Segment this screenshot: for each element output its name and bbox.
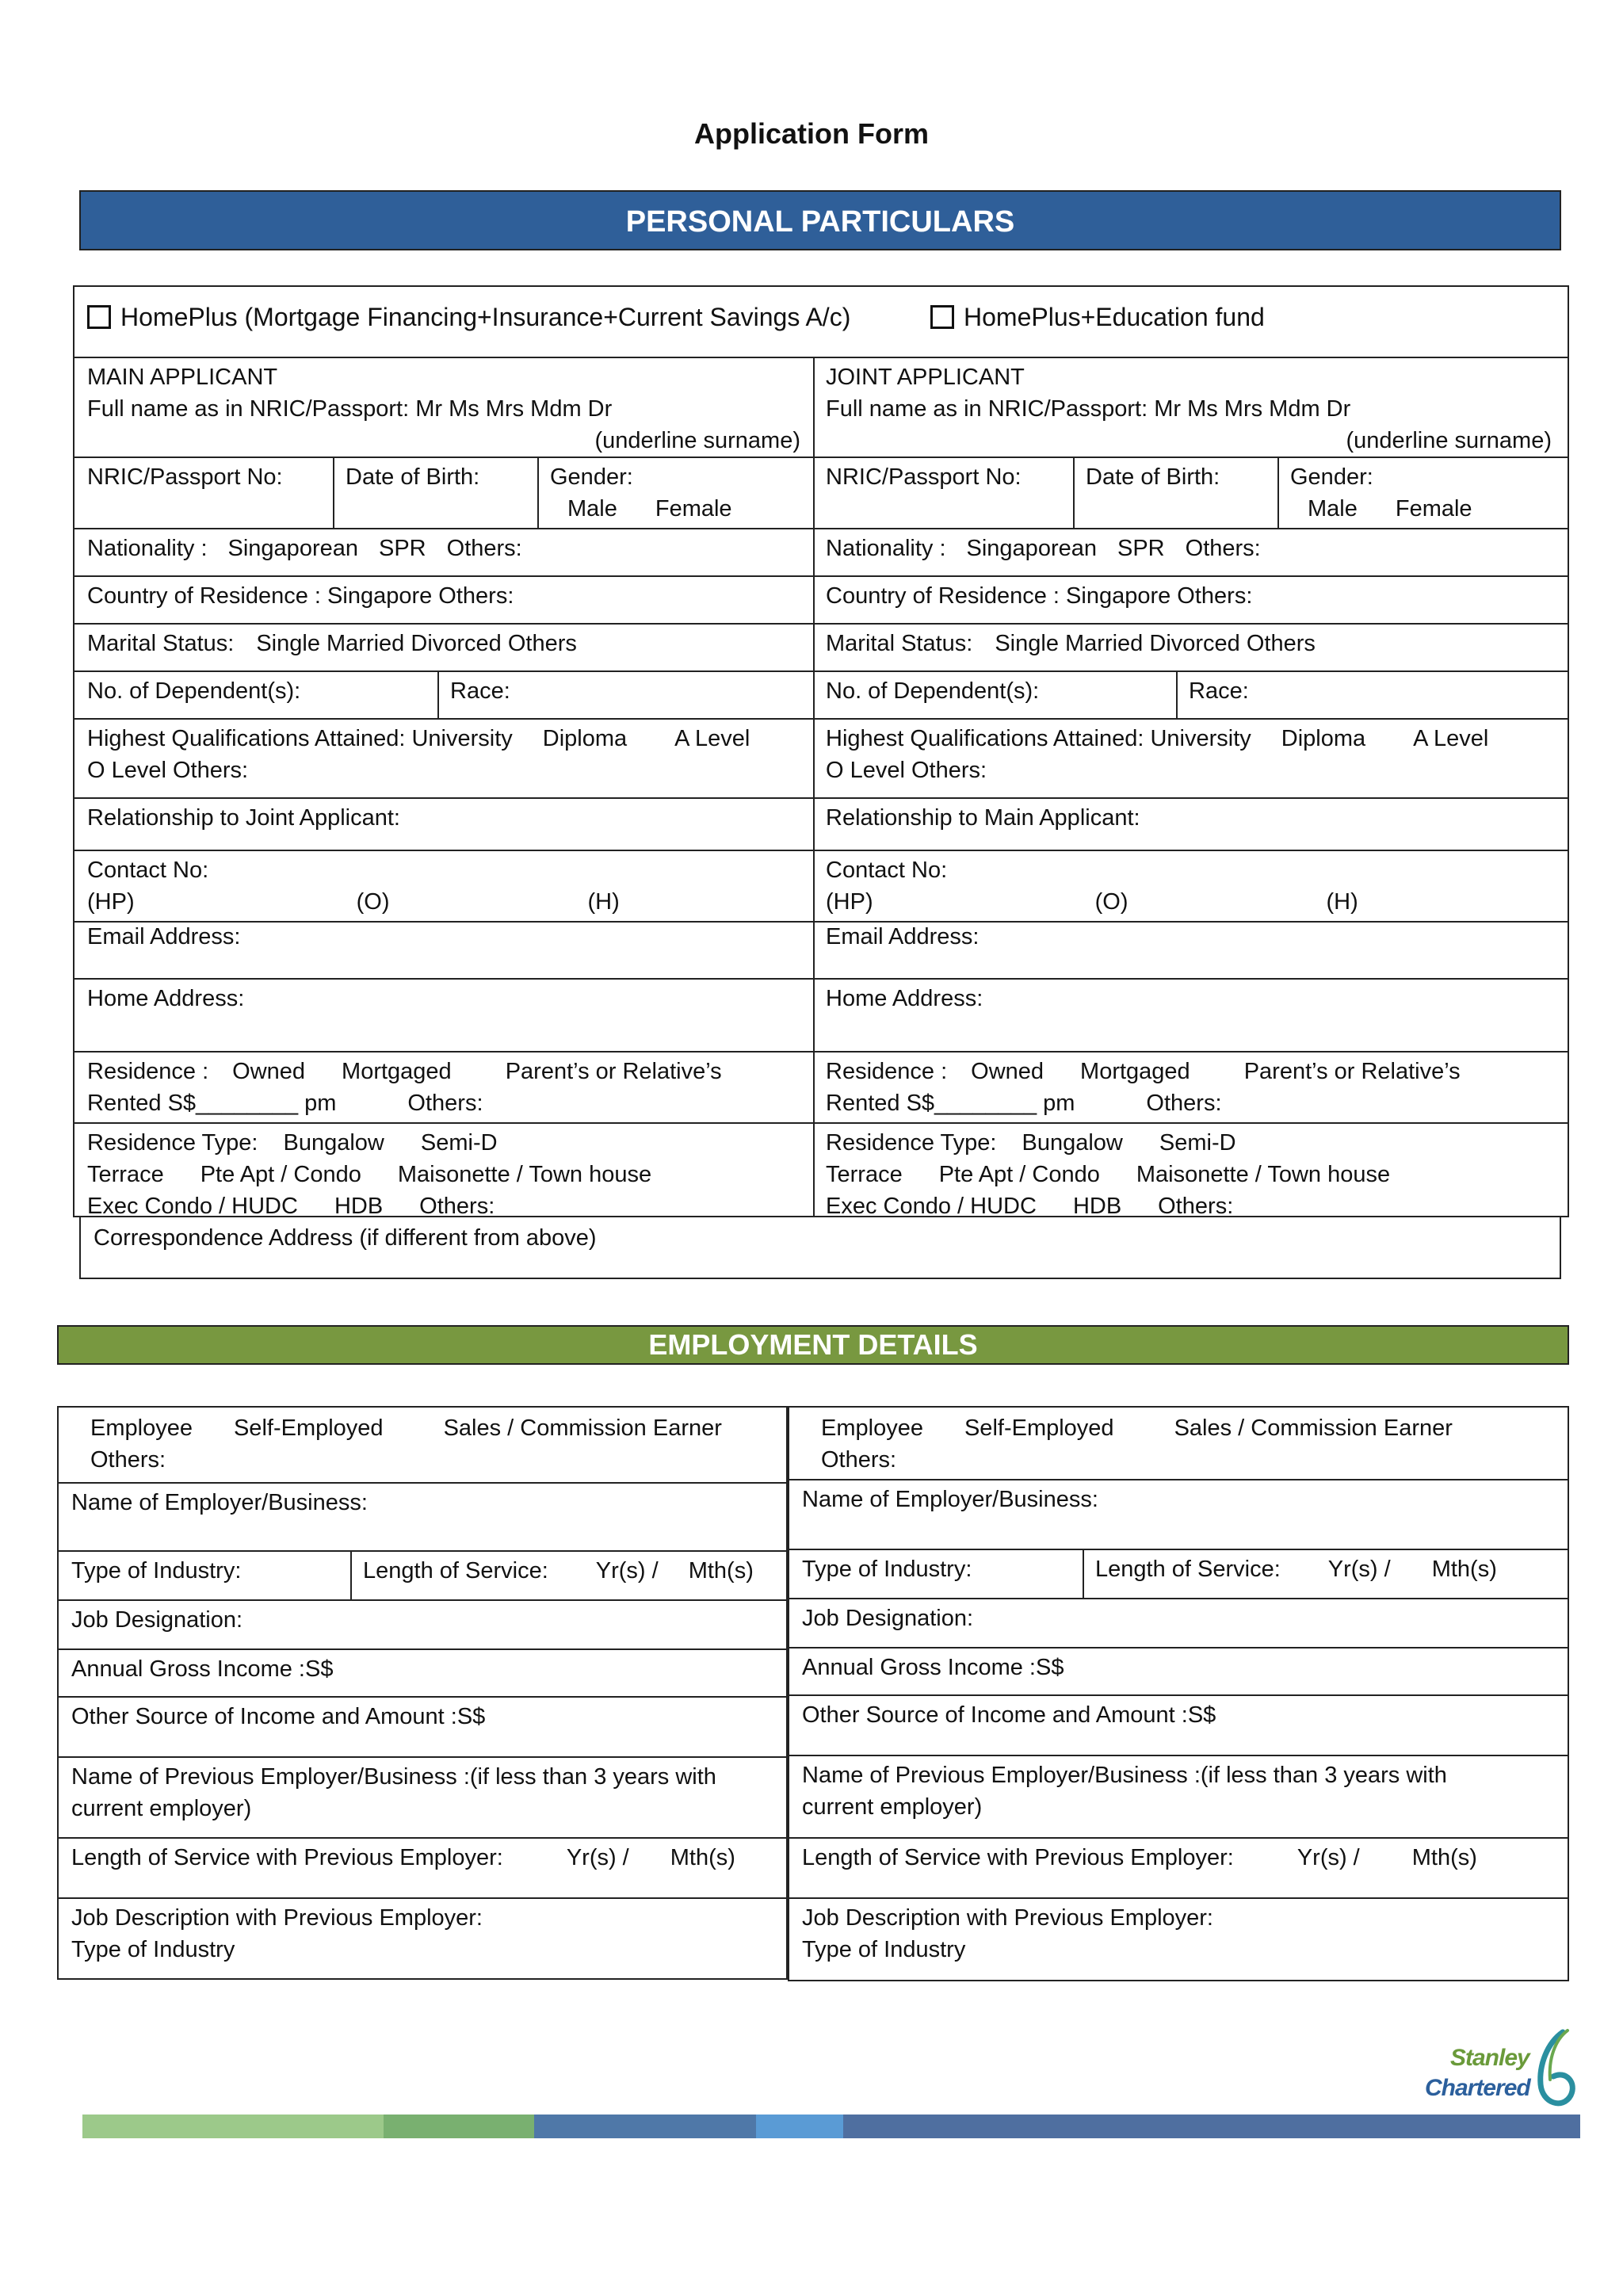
joint-emp-type-cell[interactable] xyxy=(789,1408,1568,1479)
emp-type-cell[interactable] xyxy=(59,1408,786,1482)
main-gender-female[interactable]: Female xyxy=(655,496,732,521)
education-option[interactable]: HomePlus+Education fund xyxy=(930,301,1265,333)
correspondence-address-label: Correspondence Address (if different from above) xyxy=(94,1225,597,1251)
joint-relationship-cell[interactable]: Relationship to Main Applicant: xyxy=(826,805,1140,831)
joint-res-rented[interactable]: Rented S$________ pm xyxy=(826,1091,1075,1116)
main-res-rented[interactable]: Rented S$________ pm xyxy=(87,1091,337,1116)
personal-particulars-banner: PERSONAL PARTICULARS xyxy=(79,190,1561,250)
emp-type-employee[interactable]: Employee xyxy=(90,1415,193,1441)
main-res-others[interactable]: Others: xyxy=(407,1091,483,1116)
joint-fullname-label: Full name as in NRIC/Passport: Mr Ms Mrs Mdm Dr xyxy=(826,396,1351,422)
emp-designation-cell[interactable]: Job Designation: xyxy=(71,1607,243,1633)
joint-marital-options[interactable]: Single Married Divorced Others xyxy=(995,631,1316,656)
joint-type-semid[interactable]: Semi-D xyxy=(1159,1130,1236,1156)
option-row xyxy=(74,287,1568,357)
joint-qualification-cell[interactable]: Highest Qualifications Attained: University Diploma A Level O Level Others: xyxy=(813,718,1568,797)
joint-type-others[interactable]: Others: xyxy=(1158,1194,1234,1219)
joint-dependents-cell[interactable]: No. of Dependent(s): xyxy=(826,678,1040,704)
main-race-cell[interactable]: Race: xyxy=(450,678,510,704)
joint-nationality-cell[interactable]: Nationality : Singaporean SPR Others: xyxy=(826,536,1261,561)
main-nationality-cell[interactable]: Nationality : Singaporean SPR Others: xyxy=(87,536,522,561)
page-title: Application Form xyxy=(694,117,929,150)
main-res-owned[interactable]: Owned xyxy=(232,1059,306,1084)
joint-residence-cell[interactable]: Residence : Owned Mortgaged Parent’s or Relative’s Rented S$________ pm Others: xyxy=(826,1059,1461,1116)
main-res-mortgaged[interactable]: Mortgaged xyxy=(342,1059,452,1084)
main-qual-alevel[interactable]: A Level xyxy=(674,726,750,751)
main-type-maisonette[interactable]: Maisonette / Town house xyxy=(397,1162,652,1187)
joint-qual-olevel[interactable]: O Level Others: xyxy=(826,758,987,783)
homeplus-option[interactable]: HomePlus (Mortgage Financing+Insurance+Current Savings A/c) xyxy=(87,303,850,331)
main-type-hdb[interactable]: HDB xyxy=(334,1194,384,1219)
main-nric-cell[interactable]: NRIC/Passport No: xyxy=(87,464,283,490)
joint-qual-alevel[interactable]: A Level xyxy=(1413,726,1489,751)
main-applicant-header: MAIN APPLICANT xyxy=(87,365,278,390)
joint-qual-diploma[interactable]: Diploma xyxy=(1281,726,1366,751)
main-email-cell[interactable]: Email Address: xyxy=(87,924,241,949)
main-qual-olevel[interactable]: O Level Others: xyxy=(87,758,249,783)
main-country-cell[interactable]: Country of Residence : Singapore Others: xyxy=(87,583,514,609)
joint-dob-cell[interactable]: Date of Birth: xyxy=(1086,464,1220,490)
logo-text-chartered: Chartered xyxy=(1425,2075,1530,2101)
emp-prev-description-cell[interactable]: Job Description with Previous Employer: Type of Industry xyxy=(71,1905,483,1962)
main-nationality-spr[interactable]: SPR xyxy=(379,536,426,561)
joint-emp-prev-length-cell[interactable]: Length of Service with Previous Employer: Yr(s) / Mth(s) xyxy=(802,1845,1477,1870)
joint-type-execcondo[interactable]: Exec Condo / HUDC xyxy=(826,1194,1037,1219)
main-fullname-label: Full name as in NRIC/Passport: Mr Ms Mrs Mdm Dr xyxy=(87,396,613,422)
joint-email-cell[interactable]: Email Address: xyxy=(826,924,980,949)
joint-emp-industry-cell[interactable]: Type of Industry: xyxy=(802,1557,972,1582)
main-type-others[interactable]: Others: xyxy=(419,1194,495,1219)
personal-particulars-table xyxy=(73,285,1569,1217)
emp-type-others[interactable]: Others: xyxy=(90,1447,166,1473)
joint-gender-male[interactable]: Male xyxy=(1308,496,1358,521)
main-type-execcondo[interactable]: Exec Condo / HUDC xyxy=(87,1194,298,1219)
logo-text-stanley: Stanley xyxy=(1450,2045,1529,2071)
joint-res-owned[interactable]: Owned xyxy=(971,1059,1044,1084)
joint-underline-note: (underline surname) xyxy=(1346,428,1552,453)
main-qual-diploma[interactable]: Diploma xyxy=(542,726,628,751)
joint-type-pteapt[interactable]: Pte Apt / Condo xyxy=(938,1162,1100,1187)
main-nationality-others[interactable]: Others: xyxy=(446,536,522,561)
joint-emp-length-service-cell[interactable]: Length of Service: Yr(s) / Mth(s) xyxy=(1095,1557,1497,1582)
joint-home-address-cell[interactable]: Home Address: xyxy=(826,986,983,1011)
joint-type-bungalow[interactable]: Bungalow xyxy=(1022,1130,1123,1156)
joint-nationality-singaporean[interactable]: Singaporean xyxy=(966,536,1097,561)
employment-details-banner: EMPLOYMENT DETAILS xyxy=(57,1325,1569,1365)
joint-nationality-spr[interactable]: SPR xyxy=(1117,536,1165,561)
joint-type-terrace[interactable]: Terrace xyxy=(826,1162,903,1187)
joint-emp-type-sales[interactable]: Sales / Commission Earner xyxy=(1174,1415,1453,1441)
joint-emp-type-self[interactable]: Self-Employed xyxy=(964,1415,1114,1441)
main-type-terrace[interactable]: Terrace xyxy=(87,1162,164,1187)
emp-prev-length-cell[interactable]: Length of Service with Previous Employer: Yr(s) / Mth(s) xyxy=(71,1845,735,1870)
main-gender-male[interactable]: Male xyxy=(567,496,617,521)
joint-residence-type-cell[interactable]: Residence Type: Bungalow Semi-D Terrace Pte Apt / Condo Maisonette / Town house Exec Condo / HUDC HDB Others: xyxy=(826,1130,1391,1219)
employment-joint-table xyxy=(788,1406,1569,1981)
joint-contact-cell[interactable]: Contact No: (HP) (O) (H) xyxy=(826,858,1358,915)
main-residence-type-cell[interactable]: Residence Type: Bungalow Semi-D Terrace Pte Apt / Condo Maisonette / Town house Exec Condo / HUDC HDB Others: xyxy=(87,1130,652,1219)
emp-type-self[interactable]: Self-Employed xyxy=(233,1415,384,1441)
homeplus-checkbox[interactable] xyxy=(87,305,111,329)
company-logo xyxy=(1419,2026,1577,2121)
joint-marital-cell[interactable]: Marital Status: Single Married Divorced Others xyxy=(826,631,1316,656)
correspondence-address-cell[interactable] xyxy=(79,1216,1561,1279)
emp-prev-employer-cell[interactable]: Name of Previous Employer/Business :(if less than 3 years with current employer) xyxy=(71,1764,716,1821)
joint-emp-prev-description-cell[interactable]: Job Description with Previous Employer: Type of Industry xyxy=(802,1905,1213,1962)
joint-applicant-name-cell[interactable] xyxy=(813,357,1568,457)
joint-res-mortgaged[interactable]: Mortgaged xyxy=(1080,1059,1190,1084)
joint-type-maisonette[interactable]: Maisonette / Town house xyxy=(1136,1162,1391,1187)
joint-emp-type-others[interactable]: Others: xyxy=(821,1447,897,1473)
main-marital-cell[interactable]: Marital Status: Single Married Divorced Others xyxy=(87,631,577,656)
main-type-pteapt[interactable]: Pte Apt / Condo xyxy=(200,1162,361,1187)
emp-employer-cell[interactable]: Name of Employer/Business: xyxy=(71,1490,368,1515)
main-gender-cell[interactable]: Gender: Male Female xyxy=(550,464,732,521)
main-dob-cell[interactable]: Date of Birth: xyxy=(346,464,480,490)
main-residence-cell[interactable]: Residence : Owned Mortgaged Parent’s or Relative’s Rented S$________ pm Others: xyxy=(87,1059,722,1116)
joint-res-parents[interactable]: Parent’s or Relative’s xyxy=(1243,1059,1461,1084)
joint-emp-employer-cell[interactable]: Name of Employer/Business: xyxy=(802,1487,1098,1512)
main-contact-cell[interactable]: Contact No: (HP) (O) (H) xyxy=(87,858,620,915)
joint-type-hdb[interactable]: HDB xyxy=(1072,1194,1122,1219)
main-applicant-name-cell[interactable] xyxy=(74,357,813,457)
main-marital-options[interactable]: Single Married Divorced Others xyxy=(256,631,577,656)
joint-nric-cell[interactable]: NRIC/Passport No: xyxy=(826,464,1022,490)
joint-res-others[interactable]: Others: xyxy=(1146,1091,1222,1116)
emp-length-service-cell[interactable]: Length of Service: Yr(s) / Mth(s) xyxy=(363,1558,754,1584)
employment-main-table xyxy=(57,1406,788,1980)
joint-country-cell[interactable]: Country of Residence : Singapore Others: xyxy=(826,583,1253,609)
main-relationship-cell[interactable]: Relationship to Joint Applicant: xyxy=(87,805,400,831)
emp-other-income-cell[interactable]: Other Source of Income and Amount :S$ xyxy=(71,1704,486,1729)
education-checkbox[interactable] xyxy=(930,305,954,329)
joint-emp-type-employee[interactable]: Employee xyxy=(821,1415,923,1441)
main-nationality-singaporean[interactable]: Singaporean xyxy=(227,536,358,561)
joint-emp-other-income-cell[interactable]: Other Source of Income and Amount :S$ xyxy=(802,1702,1216,1728)
main-type-bungalow[interactable]: Bungalow xyxy=(283,1130,384,1156)
emp-industry-cell[interactable]: Type of Industry: xyxy=(71,1558,242,1584)
joint-gender-cell[interactable]: Gender: Male Female xyxy=(1290,464,1472,521)
main-home-address-cell[interactable]: Home Address: xyxy=(87,986,245,1011)
joint-applicant-header: JOINT APPLICANT xyxy=(826,365,1025,390)
joint-emp-income-cell[interactable]: Annual Gross Income :S$ xyxy=(802,1655,1064,1680)
joint-race-cell[interactable]: Race: xyxy=(1189,678,1249,704)
emp-income-cell[interactable]: Annual Gross Income :S$ xyxy=(71,1656,334,1682)
main-type-semid[interactable]: Semi-D xyxy=(420,1130,498,1156)
joint-gender-female[interactable]: Female xyxy=(1395,496,1472,521)
logo-six-icon xyxy=(1531,2027,1579,2115)
main-dependents-cell[interactable]: No. of Dependent(s): xyxy=(87,678,301,704)
main-underline-note: (underline surname) xyxy=(594,428,800,453)
emp-type-sales[interactable]: Sales / Commission Earner xyxy=(443,1415,722,1441)
main-qualification-cell[interactable]: Highest Qualifications Attained: University Diploma A Level O Level Others: xyxy=(74,718,813,797)
footer-color-stripe xyxy=(82,2115,1580,2138)
main-res-parents[interactable]: Parent’s or Relative’s xyxy=(505,1059,722,1084)
joint-nationality-others[interactable]: Others: xyxy=(1185,536,1261,561)
joint-emp-designation-cell[interactable]: Job Designation: xyxy=(802,1606,974,1631)
joint-emp-prev-employer-cell[interactable]: Name of Previous Employer/Business :(if less than 3 years with current employer) xyxy=(802,1763,1447,1820)
